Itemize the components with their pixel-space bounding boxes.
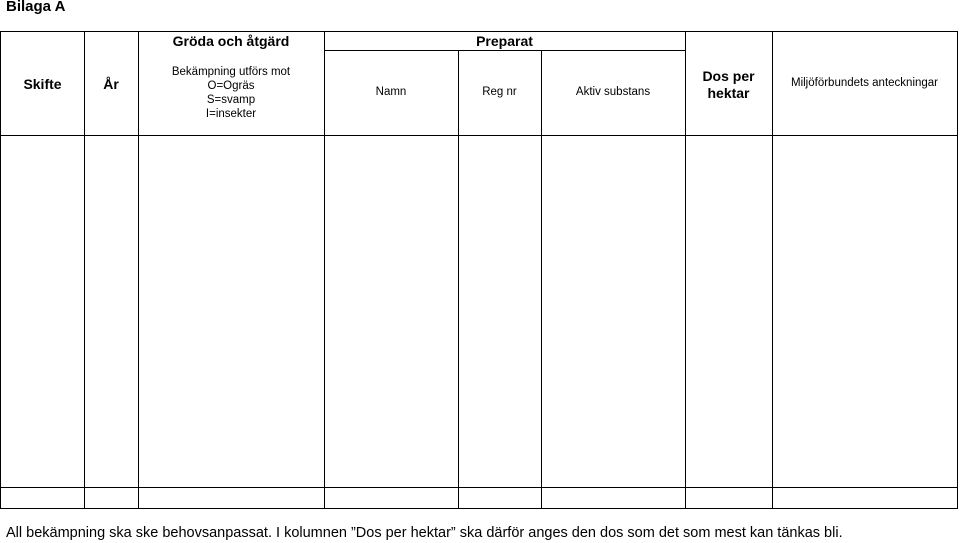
col-divider — [458, 50, 459, 508]
col-divider — [324, 32, 325, 508]
groda-sub-line: Bekämpning utförs mot — [171, 66, 291, 78]
header-skifte: Skifte — [23, 76, 62, 92]
header-bottom-line — [1, 135, 957, 136]
col-divider — [541, 50, 542, 508]
groda-sub-line: O=Ogräs — [207, 80, 255, 92]
header-anteckningar: Miljöförbundets anteckningar — [790, 77, 939, 89]
groda-sub-line: I=insekter — [205, 108, 257, 120]
preparat-subheader-line — [324, 50, 685, 51]
header-aktiv-substans: Aktiv substans — [575, 86, 651, 98]
dos-line: Dos per — [702, 68, 755, 84]
last-row-top-line — [1, 487, 957, 488]
header-groda: Gröda och åtgärd — [172, 33, 290, 49]
header-dos-per-hektar — [685, 68, 772, 102]
header-namn: Namn — [375, 86, 407, 98]
col-divider — [772, 32, 773, 508]
header-preparat: Preparat — [476, 33, 533, 49]
groda-sub-line: S=svamp — [206, 94, 256, 106]
page-title: Bilaga A — [6, 0, 66, 15]
col-divider — [685, 32, 686, 508]
col-divider — [84, 32, 85, 508]
footer-note: All bekämpning ska ske behovsanpassat. I kolumnen ”Dos per hektar” ska därför anges den dos som det som mest kan tänkas bli. — [6, 525, 843, 541]
header-ar: År — [103, 76, 119, 92]
header-reg-nr: Reg nr — [482, 86, 517, 98]
dos-line: hektar — [707, 85, 750, 101]
header-groda-sub — [138, 65, 324, 121]
pesticide-form-table — [0, 31, 958, 509]
